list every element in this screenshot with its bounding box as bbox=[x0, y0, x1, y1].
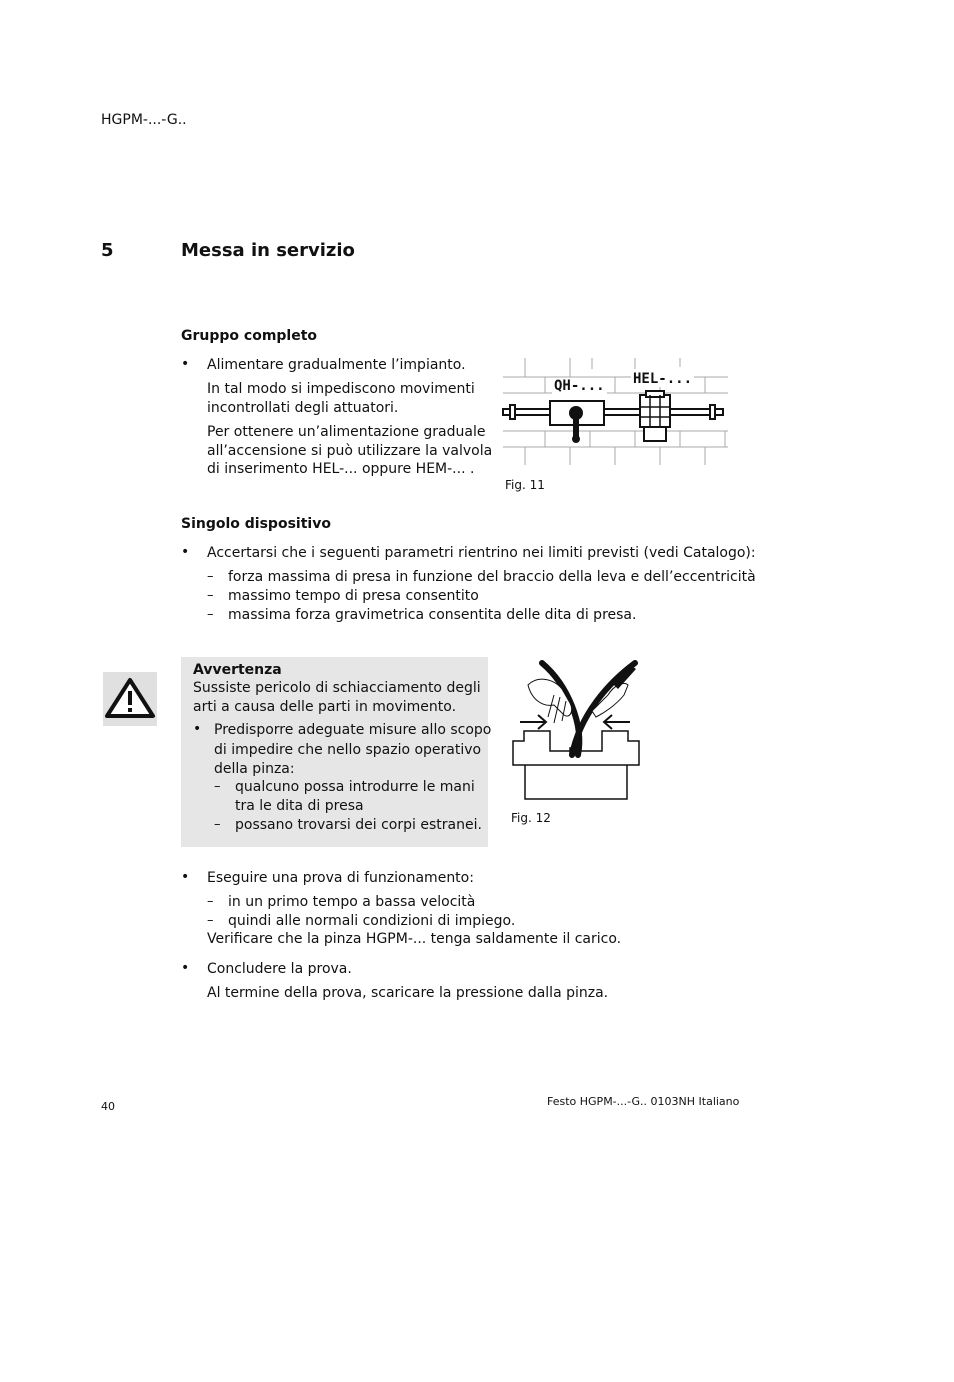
group-heading: Gruppo completo bbox=[181, 328, 318, 344]
warning-icon-box bbox=[103, 672, 157, 726]
group-para2-line2: all’accensione si può utilizzare la valvola bbox=[207, 443, 493, 459]
dash-marker: – bbox=[214, 779, 221, 794]
dash-marker: – bbox=[207, 569, 214, 584]
warning-bullet-line: Predisporre adeguate misure allo scopo bbox=[214, 722, 492, 738]
hel-label: HEL-... bbox=[633, 371, 693, 387]
bullet-marker: • bbox=[181, 544, 190, 560]
fig12-caption: Fig. 12 bbox=[511, 811, 551, 825]
warning-bullet-line: di impedire che nello spazio operativo bbox=[214, 742, 482, 758]
gripper-crush-hazard-diagram bbox=[508, 655, 644, 803]
warning-line: arti a causa delle parti in movimento. bbox=[193, 699, 457, 715]
bullet-marker: • bbox=[181, 356, 190, 372]
test-verify: Verificare che la pinza HGPM-... tenga saldamente il carico. bbox=[207, 931, 622, 947]
single-item: forza massima di presa in funzione del braccio della leva e dell’eccentricità bbox=[228, 569, 756, 585]
dash-marker: – bbox=[214, 817, 221, 832]
single-bullet: Accertarsi che i seguenti parametri rientrino nei limiti previsti (vedi Catalogo): bbox=[207, 545, 756, 561]
single-heading: Singolo dispositivo bbox=[181, 516, 331, 532]
conclude-bullet: Concludere la prova. bbox=[207, 961, 352, 977]
dash-marker: – bbox=[207, 913, 214, 928]
test-dash-item: quindi alle normali condizioni di impiego. bbox=[228, 913, 516, 929]
group-para2-line3: di inserimento HEL-... oppure HEM-... . bbox=[207, 461, 475, 477]
single-item: massimo tempo di presa consentito bbox=[228, 588, 479, 604]
bullet-marker: • bbox=[193, 721, 202, 737]
dash-marker: – bbox=[207, 588, 214, 603]
test-dash-item: in un primo tempo a bassa velocità bbox=[228, 894, 476, 910]
warning-dash-line: possano trovarsi dei corpi estranei. bbox=[235, 817, 482, 833]
warning-title: Avvertenza bbox=[193, 662, 282, 678]
section-title: Messa in servizio bbox=[181, 240, 355, 261]
group-para2-line1: Per ottenere un’alimentazione graduale bbox=[207, 424, 486, 440]
footer-doc-info: Festo HGPM-...-G.. 0103NH Italiano bbox=[547, 1095, 740, 1108]
single-item: massima forza gravimetrica consentita delle dita di presa. bbox=[228, 607, 637, 623]
page-number: 40 bbox=[101, 1100, 115, 1113]
warning-line: Sussiste pericolo di schiacciamento degli bbox=[193, 680, 481, 696]
qh-label: QH-... bbox=[554, 378, 605, 394]
dash-marker: – bbox=[207, 894, 214, 909]
conclude-after: Al termine della prova, scaricare la pressione dalla pinza. bbox=[207, 985, 609, 1001]
warning-triangle-icon bbox=[103, 672, 157, 726]
valve-assembly-diagram bbox=[500, 355, 730, 470]
test-bullet: Eseguire una prova di funzionamento: bbox=[207, 870, 474, 886]
section-number: 5 bbox=[101, 240, 114, 261]
group-bullet: Alimentare gradualmente l’impianto. bbox=[207, 357, 466, 373]
group-para1-line1: In tal modo si impediscono movimenti bbox=[207, 381, 475, 397]
running-header: HGPM-...-G.. bbox=[101, 112, 187, 128]
fig11-caption: Fig. 11 bbox=[505, 478, 545, 492]
bullet-marker: • bbox=[181, 960, 190, 976]
group-para1-line2: incontrollati degli attuatori. bbox=[207, 400, 399, 416]
bullet-marker: • bbox=[181, 869, 190, 885]
warning-dash-line: qualcuno possa introdurre le mani bbox=[235, 779, 475, 795]
dash-marker: – bbox=[207, 607, 214, 622]
warning-bullet-line: della pinza: bbox=[214, 761, 295, 777]
warning-dash-line: tra le dita di presa bbox=[235, 798, 364, 814]
